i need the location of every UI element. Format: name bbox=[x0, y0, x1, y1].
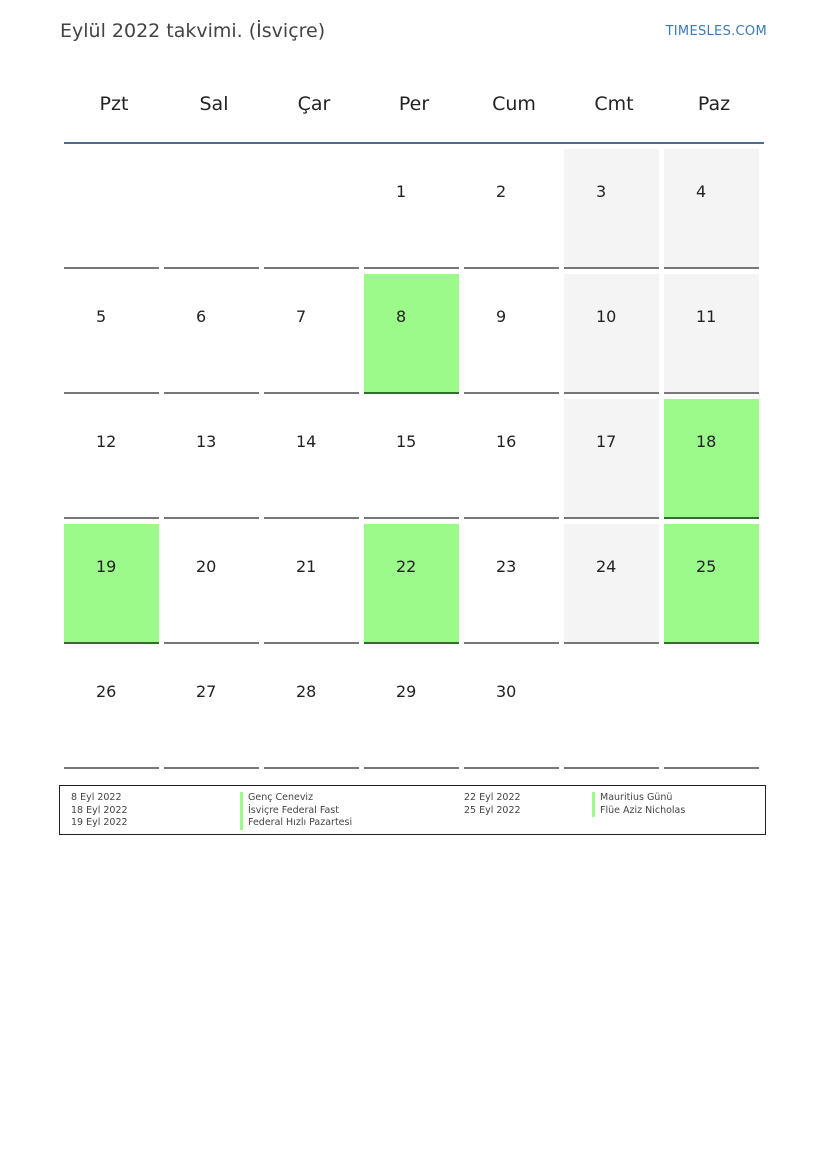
weeks-container bbox=[64, 149, 764, 774]
weekday-header bbox=[64, 78, 764, 144]
legend-holiday-name: Flüe Aziz Nicholas bbox=[592, 805, 685, 818]
weekday-label: Pzt bbox=[99, 93, 129, 115]
legend-date: 18 Eyl 2022 bbox=[71, 804, 128, 816]
day-cell[interactable] bbox=[164, 524, 259, 644]
day-number: 24 bbox=[596, 557, 617, 576]
day-number: 18 bbox=[696, 432, 717, 451]
day-number: 27 bbox=[196, 682, 217, 701]
day-cell[interactable] bbox=[364, 149, 459, 269]
day-cell[interactable] bbox=[364, 399, 459, 519]
day-cell[interactable] bbox=[164, 399, 259, 519]
empty-day-cell bbox=[264, 149, 359, 269]
day-cell[interactable] bbox=[364, 274, 459, 394]
day-number: 14 bbox=[296, 432, 317, 451]
day-cell[interactable] bbox=[64, 649, 159, 769]
day-number: 19 bbox=[96, 557, 117, 576]
weekday-label: Çar bbox=[297, 93, 331, 115]
brand-link[interactable]: TIMESLES.COM bbox=[665, 24, 767, 39]
week-row bbox=[64, 274, 764, 399]
legend-names-col2 bbox=[592, 792, 685, 817]
legend-date: 8 Eyl 2022 bbox=[71, 792, 122, 803]
day-number: 1 bbox=[396, 182, 407, 201]
day-cell[interactable] bbox=[564, 399, 659, 519]
day-number: 26 bbox=[96, 682, 117, 701]
day-cell[interactable] bbox=[64, 274, 159, 394]
day-cell[interactable] bbox=[464, 274, 559, 394]
day-number: 30 bbox=[496, 682, 517, 701]
week-row bbox=[64, 649, 764, 774]
week-row bbox=[64, 524, 764, 649]
day-cell[interactable] bbox=[264, 524, 359, 644]
day-cell[interactable] bbox=[164, 649, 259, 769]
day-cell[interactable] bbox=[464, 524, 559, 644]
day-cell[interactable] bbox=[264, 399, 359, 519]
holiday-legend bbox=[59, 785, 766, 835]
day-number: 20 bbox=[196, 557, 217, 576]
day-cell[interactable] bbox=[464, 149, 559, 269]
day-number: 17 bbox=[596, 432, 617, 451]
legend-dates-col1 bbox=[71, 792, 128, 830]
day-number: 15 bbox=[396, 432, 417, 451]
day-cell[interactable] bbox=[64, 524, 159, 644]
empty-day-cell bbox=[564, 649, 659, 769]
calendar-grid bbox=[64, 78, 764, 774]
day-cell[interactable] bbox=[664, 524, 759, 644]
day-number: 29 bbox=[396, 682, 417, 701]
day-cell[interactable] bbox=[464, 649, 559, 769]
week-row bbox=[64, 399, 764, 524]
weekday-label: Cum bbox=[492, 93, 536, 115]
day-number: 9 bbox=[496, 307, 507, 326]
weekday-label: Cmt bbox=[594, 93, 634, 115]
legend-holiday-name: Genç Ceneviz bbox=[240, 792, 352, 805]
day-number: 21 bbox=[296, 557, 317, 576]
day-cell[interactable] bbox=[664, 274, 759, 394]
day-number: 13 bbox=[196, 432, 217, 451]
legend-holiday-name: Federal Hızlı Pazartesi bbox=[240, 817, 352, 830]
legend-dates-col2 bbox=[464, 792, 521, 817]
day-cell[interactable] bbox=[564, 274, 659, 394]
day-number: 25 bbox=[696, 557, 717, 576]
day-cell[interactable] bbox=[164, 274, 259, 394]
day-cell[interactable] bbox=[464, 399, 559, 519]
legend-names-col1 bbox=[240, 792, 352, 830]
day-number: 12 bbox=[96, 432, 117, 451]
empty-day-cell bbox=[664, 649, 759, 769]
legend-date: 22 Eyl 2022 bbox=[464, 792, 521, 803]
day-number: 22 bbox=[396, 557, 417, 576]
legend-holiday-name: İsviçre Federal Fast bbox=[240, 805, 352, 818]
day-number: 5 bbox=[96, 307, 107, 326]
day-number: 11 bbox=[696, 307, 717, 326]
legend-date: 25 Eyl 2022 bbox=[464, 804, 521, 816]
day-cell[interactable] bbox=[64, 399, 159, 519]
day-cell[interactable] bbox=[664, 399, 759, 519]
day-number: 8 bbox=[396, 307, 407, 326]
day-number: 6 bbox=[196, 307, 207, 326]
legend-holiday-name: Mauritius Günü bbox=[592, 792, 685, 805]
day-cell[interactable] bbox=[364, 649, 459, 769]
week-row bbox=[64, 149, 764, 274]
day-number: 3 bbox=[596, 182, 607, 201]
day-cell[interactable] bbox=[264, 649, 359, 769]
day-number: 4 bbox=[696, 182, 707, 201]
day-number: 16 bbox=[496, 432, 517, 451]
day-number: 2 bbox=[496, 182, 507, 201]
legend-date: 19 Eyl 2022 bbox=[71, 817, 128, 828]
day-cell[interactable] bbox=[564, 149, 659, 269]
day-cell[interactable] bbox=[364, 524, 459, 644]
empty-day-cell bbox=[164, 149, 259, 269]
day-cell[interactable] bbox=[664, 149, 759, 269]
day-number: 7 bbox=[296, 307, 307, 326]
weekday-label: Paz bbox=[697, 93, 731, 115]
day-cell[interactable] bbox=[264, 274, 359, 394]
day-number: 28 bbox=[296, 682, 317, 701]
calendar-title: Eylül 2022 takvimi. (İsviçre) bbox=[60, 20, 326, 42]
day-number: 10 bbox=[596, 307, 617, 326]
day-cell[interactable] bbox=[564, 524, 659, 644]
weekday-label: Sal bbox=[199, 93, 229, 115]
weekday-label: Per bbox=[398, 93, 430, 115]
empty-day-cell bbox=[64, 149, 159, 269]
day-number: 23 bbox=[496, 557, 517, 576]
